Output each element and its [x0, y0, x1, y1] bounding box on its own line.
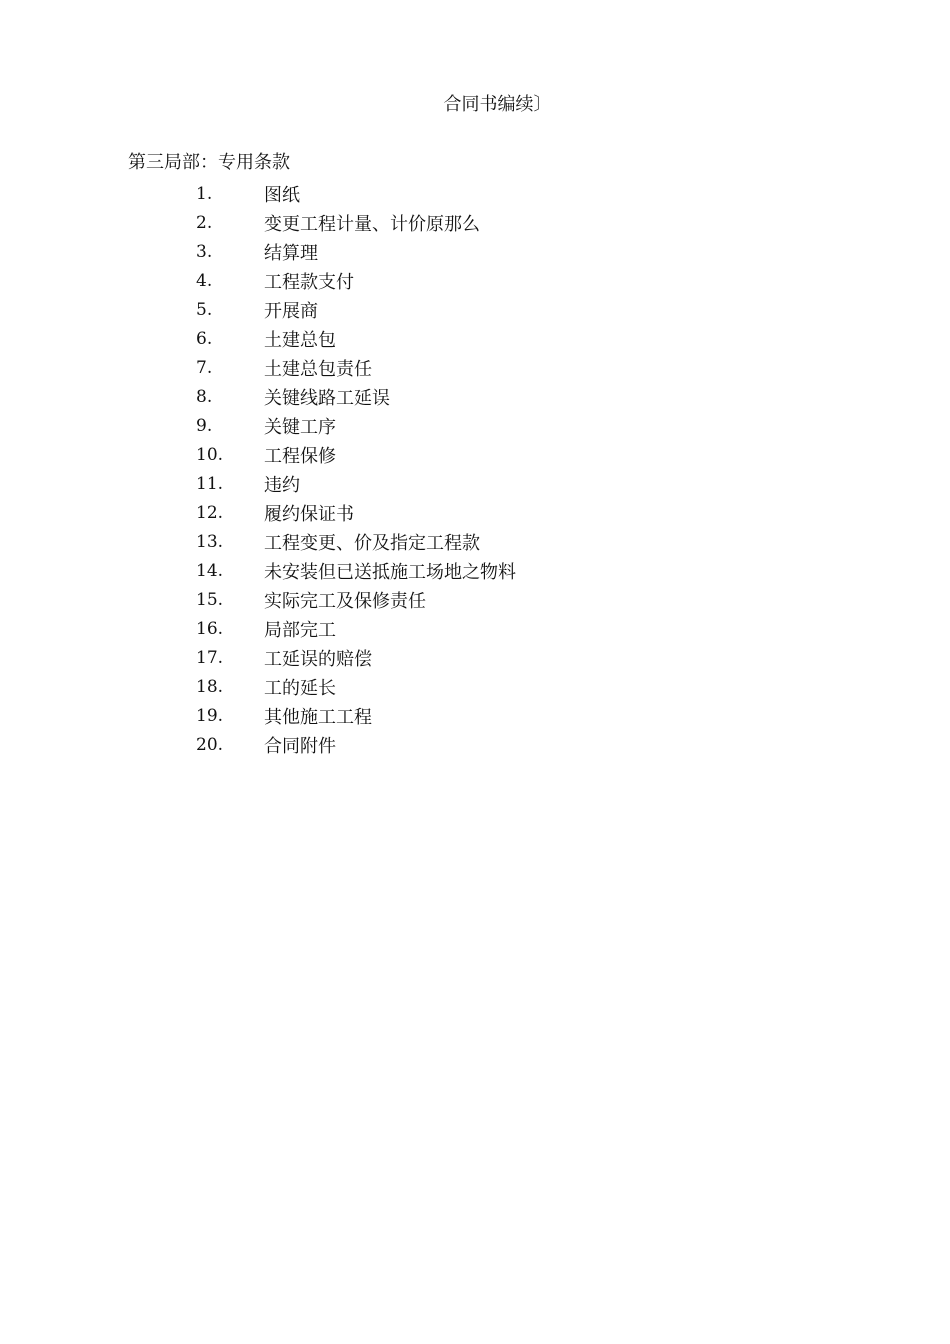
- item-label: 关键线路工延误: [264, 387, 390, 409]
- list-item: [196, 556, 516, 585]
- item-number: 2.: [196, 212, 213, 233]
- item-number: 3.: [196, 241, 213, 262]
- item-number: 5.: [196, 299, 213, 320]
- list-item: [196, 382, 516, 411]
- list-item: [196, 237, 516, 266]
- list-item: [196, 585, 516, 614]
- list-item: [196, 295, 516, 324]
- list-item: [196, 179, 516, 208]
- item-label: 局部完工: [264, 619, 336, 641]
- item-number: 4.: [196, 270, 213, 291]
- item-number: 15.: [196, 589, 224, 610]
- item-label: 结算理: [264, 242, 318, 264]
- list-item: [196, 527, 516, 556]
- item-label: 变更工程计量、计价原那么: [264, 213, 480, 235]
- item-label: 违约: [264, 474, 300, 496]
- list-item: [196, 266, 516, 295]
- section-heading: 第三局部：专用条款: [128, 152, 290, 173]
- item-number: 17.: [196, 647, 224, 668]
- item-label: 图纸: [264, 184, 300, 206]
- list-item: [196, 324, 516, 353]
- item-number: 1.: [196, 183, 213, 204]
- item-number: 6.: [196, 328, 213, 349]
- list-item: [196, 469, 516, 498]
- toc-list: [196, 179, 516, 759]
- item-number: 7.: [196, 357, 213, 378]
- list-item: [196, 730, 516, 759]
- item-number: 11.: [196, 473, 224, 494]
- list-item: [196, 498, 516, 527]
- item-label: 实际完工及保修责任: [264, 590, 426, 612]
- item-label: 工的延长: [264, 677, 336, 699]
- item-label: 土建总包: [264, 329, 336, 351]
- item-number: 20.: [196, 734, 224, 755]
- item-number: 16.: [196, 618, 224, 639]
- page-title: 合同书编续〕: [443, 94, 552, 115]
- list-item: [196, 701, 516, 730]
- item-label: 土建总包责任: [264, 358, 372, 380]
- item-number: 13.: [196, 531, 224, 552]
- item-label: 合同附件: [264, 735, 336, 757]
- item-number: 12.: [196, 502, 224, 523]
- list-item: [196, 411, 516, 440]
- item-number: 18.: [196, 676, 224, 697]
- item-number: 19.: [196, 705, 224, 726]
- list-item: [196, 440, 516, 469]
- item-label: 工程保修: [264, 445, 336, 467]
- item-number: 10.: [196, 444, 224, 465]
- item-label: 履约保证书: [264, 503, 354, 525]
- item-number: 14.: [196, 560, 224, 581]
- list-item: [196, 208, 516, 237]
- list-item: [196, 672, 516, 701]
- item-number: 8.: [196, 386, 213, 407]
- item-label: 工程变更、价及指定工程款: [264, 532, 480, 554]
- item-label: 工延误的赔偿: [264, 648, 372, 670]
- item-label: 关键工序: [264, 416, 336, 438]
- list-item: [196, 353, 516, 382]
- item-label: 工程款支付: [264, 271, 354, 293]
- item-label: 其他施工工程: [264, 706, 372, 728]
- list-item: [196, 614, 516, 643]
- item-label: 未安装但已送抵施工场地之物料: [264, 561, 516, 583]
- list-item: [196, 643, 516, 672]
- item-label: 开展商: [264, 300, 318, 322]
- item-number: 9.: [196, 415, 213, 436]
